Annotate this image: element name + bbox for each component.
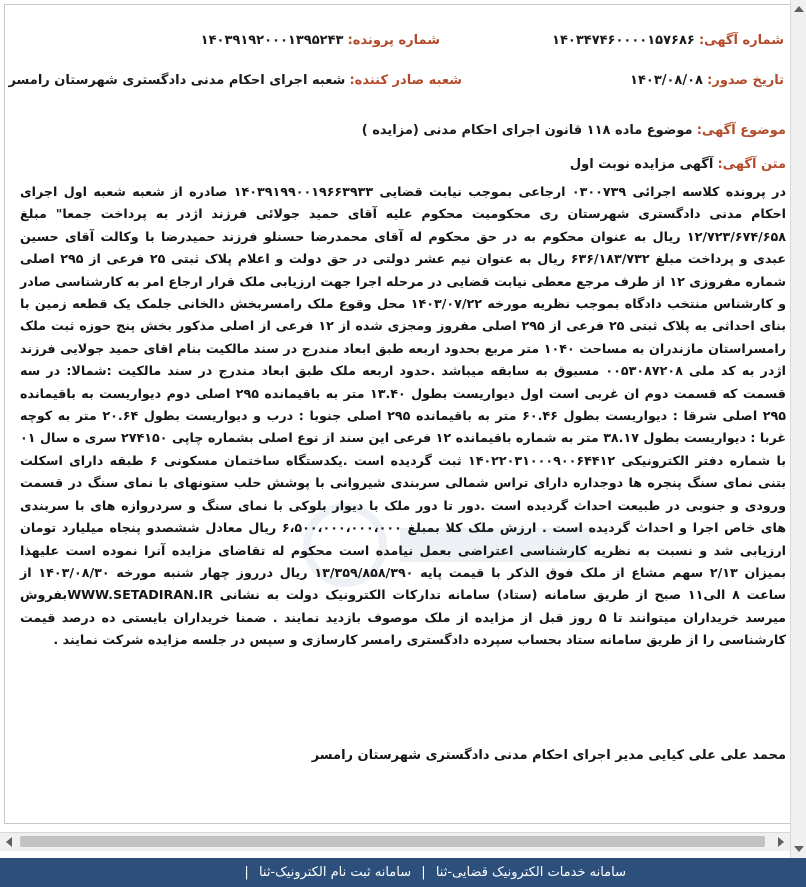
ad-number: ۱۴۰۳۴۷۴۶۰۰۰۰۱۵۷۶۸۶ — [552, 33, 695, 48]
ad-text-value: آگهی مزایده نوبت اول — [569, 157, 714, 172]
issuer-row — [8, 73, 462, 88]
ad-number-row — [552, 33, 784, 48]
footer-link-sana-services[interactable]: سامانه خدمات الکترونیک قضایی-ثنا — [435, 865, 626, 880]
scroll-thumb[interactable] — [20, 836, 765, 847]
issue-date: ۱۴۰۳/۰۸/۰۸ — [630, 73, 703, 88]
subject-label: موضوع آگهی: — [696, 123, 786, 138]
case-number-row — [201, 33, 440, 48]
ad-text-label: متن آگهی: — [717, 157, 786, 172]
issue-date-row — [630, 73, 784, 88]
subject-value: موضوع ماده ۱۱۸ قانون اجرای احکام مدنی (مزایده ) — [361, 123, 693, 138]
footer-separator-end: | — [244, 865, 249, 880]
ad-number-label: شماره آگهی: — [698, 33, 784, 48]
footer-separator: | — [421, 865, 426, 880]
footer-link-sana-registration[interactable]: سامانه ثبت نام الکترونیک-ثنا — [258, 865, 412, 880]
subject-row — [362, 123, 786, 138]
scroll-up-icon[interactable] — [794, 6, 804, 12]
ad-text-row — [570, 157, 786, 172]
issuer-label: شعبه صادر کننده: — [349, 73, 462, 88]
case-number: ۱۴۰۳۹۱۹۲۰۰۰۱۳۹۵۲۴۳ — [200, 33, 344, 48]
vertical-scrollbar[interactable] — [790, 0, 806, 858]
horizontal-scrollbar[interactable] — [0, 832, 790, 851]
case-number-label: شماره پرونده: — [347, 33, 440, 48]
notice-body: در پرونده کلاسه اجرائی ۰۳۰۰۷۳۹ ارجاعی بموجب نیابت قضایی ۱۴۰۳۹۱۹۹۰۰۱۹۶۶۳۹۳۳ صادره از شعبه شعبه اول اجرای احکام مدنی دادگستری شهرستان ری محکومیت محکوم علیه آقای حمید جولائی فرزند اژدر به پرداخت جمعا" مبلغ ۱۲/۷۲۳/۶۷۴/۶۵۸ ریال به عنوان محکوم به در حق محکوم له آقای محمدرضا حسنلو فرزند حمیدرضا با وکالت آقای حسین عبدی و پرداخت مبلغ ۶۳۶/۱۸۳/۷۳۲ ریال به عنوان نیم عشر دولتی در حق دولت و اعلام پلاک ثبتی ۲۵ فرعی از ۲۹۵ اصلی شماره مفروزی ۱۲ از طرف مرجع معطی نیابت قضایی در مرحله اجرا جهت ارزیابی ملک قرار ارجاع امر به کارشناسی صادر و کارشناس منتخب دادگاه بموجب نظریه مورخه ۱۴۰۳/۰۷/۲۲ محل وقوع ملک رامسربخش دالخانی جلمک یک قطعه زمین با بنای احداثی به پلاک ثبتی ۲۵ فرعی از ۲۹۵ اصلی مفروز ومجزی شده از ۱۲ فرعی از اصلی مذکور بخش پنج حوزه ثبت ملک رامسراستان مازندران به مساحت ۱۰۴۰ متر مربع بحدود اربعه طبق ابعاد مندرج در سند مالکیت بنام اقای حمید جولایی فرزند اژدر به کد ملی ۰۰۵۳۰۸۷۲۰۸ مسبوق به سابقه میباشد .حدود اربعه ملک طبق ابعاد مندرج در سند مالکیت :شمالا: در سه قسمت که قسمت دوم ان غربی است اول دیواریست بطول ۱۳.۴۰ متر به باقیمانده ۲۹۵ اصلی دوم دیواریست به باقیمانده ۲۹۵ اصلی شرقا : دیواریست بطول ۶۰.۴۶ متر به باقیمانده ۲۹۵ اصلی جنوبا : درب و دیواریست بطول ۲۰.۶۴ متر به کوچه غربا : دیواریست بطول ۳۸.۱۷ متر به شماره باقیمانده ۱۲ فرعی این سند از نوع اصلی بشماره چاپی ۲۷۴۱۵۰ سری ه سال ۰۱ با شماره دفتر الکترونیکی ۱۴۰۲۲۰۳۱۰۰۰۹۰۰۶۴۴۱۲ ثبت گردیده است .یکدستگاه ساختمان مسکونی ۶ طبقه دارای اسکلت بتنی نمای سنگ پنجره ها دوجداره دارای تراس شمالی سربندی شیروانی با پوشش حلب ستونهای با نمای سنگ در قسمت ورودی و جنوبی در طبیعت احداث گردیده است .دور تا دور ملک با دیوار بلوکی با نمای سنگ و سردروازه های با سربندی های خاص اجرا و احداث گردیده است . ارزش ملک کلا بمبلغ ۶،۵۰۰،۰۰۰،۰۰۰،۰۰۰ ریال معادل ششصدو پنجاه میلیارد تومان ارزیابی شد و نسبت به نظریه کارشناسی اعتراضی بعمل نیامده است محکوم له تقاضای مزایده آنرا نموده است علیهذا بمیزان ۲/۱۳ سهم مشاع از ملک فوق الذکر با قیمت پایه ۱۳/۳۵۹/۸۵۸/۳۹۰ ریال درروز چهار شنبه مورخه ۱۴۰۳/۰۸/۳۰ از ساعت ۸ الی۱۱ صبح از طریق سامانه (ستاد) سامانه تدارکات الکترونیک دولت به نشانی WWW.SETADIRAN.IRبفروش میرسد خریداران میتوانند تا ۵ روز قبل از مزایده از ملک موصوف بازدید نمایند . ضمنا خریداران بایستی ده درصد قیمت کارشناسی را از طریق سامانه ستاد بحساب سپرده دادگستری رامسر کارسازی و سپس در جلسه مزایده شرکت نمایند . — [20, 184, 787, 648]
scroll-right-icon[interactable] — [778, 837, 784, 847]
footer-bar — [0, 858, 806, 887]
issue-date-label: تاریخ صدور: — [707, 73, 784, 88]
scroll-down-icon[interactable] — [794, 846, 804, 852]
signature: محمد علی علی کیایی مدیر اجرای احکام مدنی دادگستری شهرستان رامسر — [311, 748, 786, 763]
scroll-left-icon[interactable] — [6, 837, 12, 847]
issuer: شعبه اجرای احکام مدنی دادگستری شهرستان رامسر — [8, 73, 346, 88]
